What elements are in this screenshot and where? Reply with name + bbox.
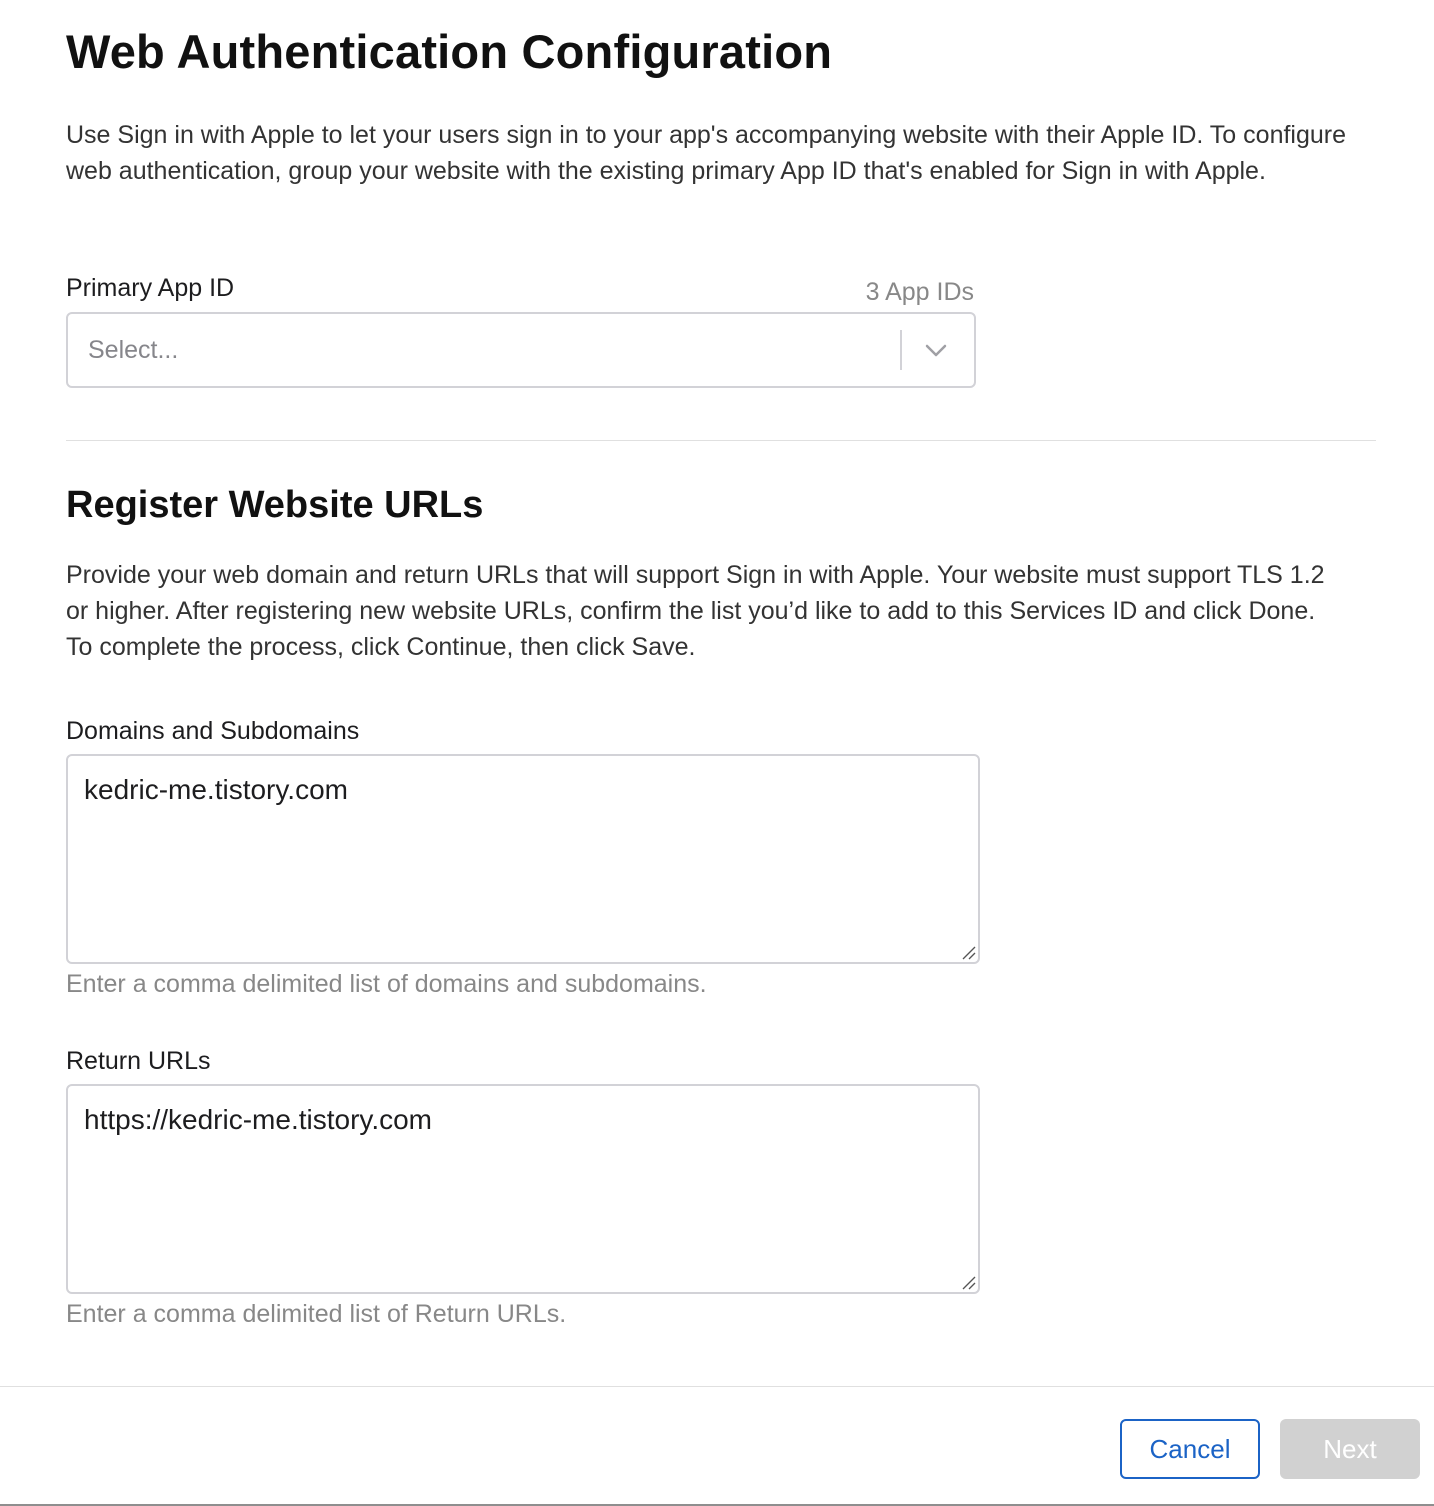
return-urls-hint: Enter a comma delimited list of Return URLs. — [66, 1300, 567, 1328]
cancel-button[interactable]: Cancel — [1120, 1419, 1260, 1479]
page-title: Web Authentication Configuration — [66, 25, 833, 78]
footer-bar — [0, 1386, 1434, 1506]
domains-value: kedric-me.tistory.com — [84, 774, 348, 805]
primary-app-id-select[interactable] — [66, 312, 976, 388]
app-id-count: 3 App IDs — [865, 278, 974, 306]
select-placeholder: Select... — [88, 336, 179, 364]
section-divider — [66, 440, 1376, 441]
domains-label: Domains and Subdomains — [66, 717, 360, 745]
primary-app-id-label: Primary App ID — [66, 274, 235, 302]
next-button: Next — [1280, 1419, 1420, 1479]
return-urls-label: Return URLs — [66, 1047, 211, 1075]
register-description: Provide your web domain and return URLs that will support Sign in with Apple. Your website must support TLS 1.2 or higher. After registering new website URLs, confirm the list you’d like to add to this Services ID and click Done. To complete the process, click Continue, then click Save. — [66, 561, 1325, 661]
domains-hint: Enter a comma delimited list of domains and subdomains. — [66, 970, 707, 998]
resize-handle-icon[interactable] — [960, 1274, 976, 1290]
return-urls-textarea[interactable] — [66, 1084, 980, 1294]
web-auth-description: Use Sign in with Apple to let your users sign in to your app's accompanying website with their Apple ID. To configure web authentication, group your website with the existing primary App ID that's enabled for Sign in with Apple. — [66, 121, 1347, 185]
chevron-down-icon[interactable] — [924, 338, 948, 362]
resize-handle-icon[interactable] — [960, 944, 976, 960]
return-urls-value: https://kedric-me.tistory.com — [84, 1104, 433, 1135]
domains-textarea[interactable] — [66, 754, 980, 964]
select-divider — [900, 330, 902, 370]
register-section-title: Register Website URLs — [66, 484, 484, 526]
